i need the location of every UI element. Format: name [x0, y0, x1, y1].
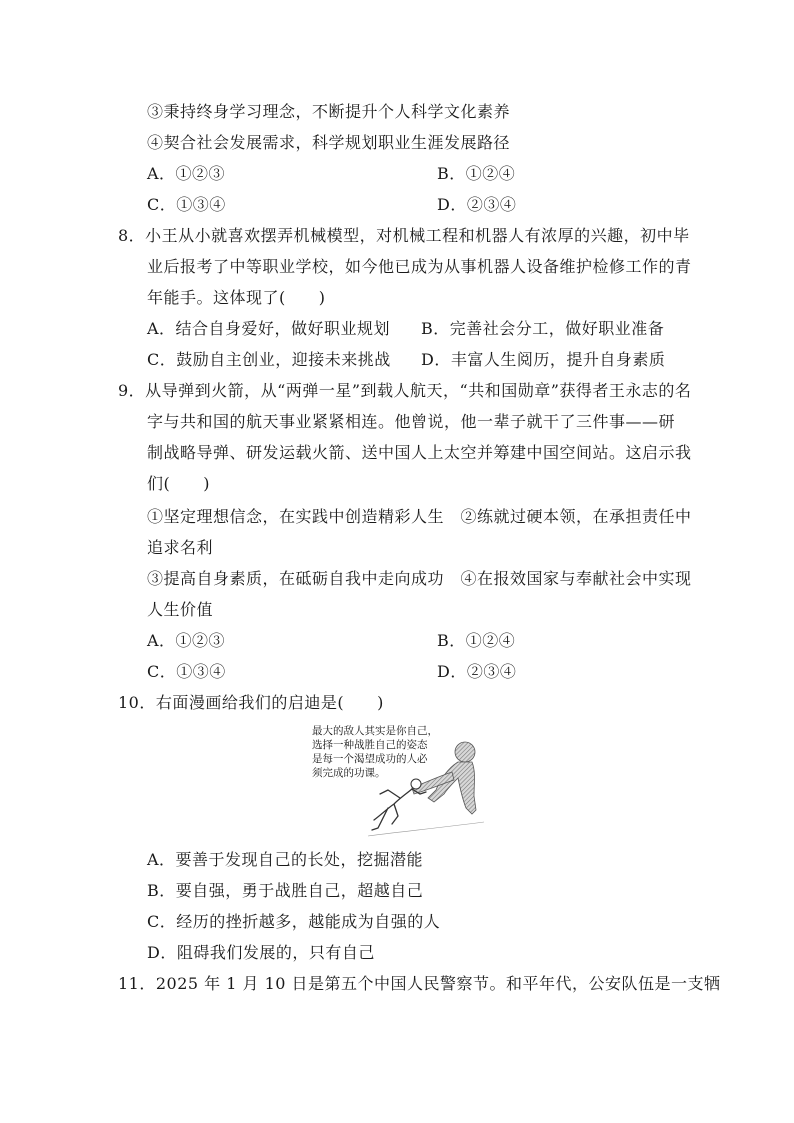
q7-option-a: A．①②③	[147, 164, 226, 183]
q10-cartoon	[308, 724, 488, 840]
q9-items-1-2-cont: 追求名利	[147, 538, 214, 557]
q10-option-b: B．要自强，勇于战胜自己，超越自己	[147, 881, 424, 900]
q9-stem-line-2: 字与共和国的航天事业紧紧相连。他曾说，他一辈子就干了三件事——研	[147, 412, 676, 431]
cartoon-caption-line-1: 最大的敌人其实是你自己，	[312, 725, 438, 737]
q9-option-b: B．①②④	[437, 631, 516, 650]
q9-stem-line-4: 们( )	[147, 474, 210, 493]
cartoon-caption-line-2: 选择一种战胜自己的姿态	[312, 739, 428, 751]
cartoon-caption-line-3: 是每一个渴望成功的人必	[312, 753, 428, 765]
cartoon-caption	[312, 724, 438, 780]
q10-option-a: A．要善于发现自己的长处，挖掘潜能	[147, 850, 424, 869]
q9-stem-line-3: 制战略导弹、研发运载火箭、送中国人上太空并筹建中国空间站。这启示我	[147, 443, 692, 462]
q7-option-c: C．①③④	[147, 195, 226, 214]
q8-option-b: B．完善社会分工，做好职业准备	[421, 319, 665, 338]
q10-option-d: D．阻碍我们发展的，只有自己	[147, 943, 375, 962]
q9-stem-line-1: 9．从导弹到火箭，从“两弹一星”到载人航天，“共和国勋章”获得者王永志的名	[118, 381, 692, 400]
q7-item-4: ④契合社会发展需求，科学规划职业生涯发展路径	[147, 133, 511, 152]
q7-item-3: ③秉持终身学习理念，不断提升个人科学文化素养	[147, 102, 511, 121]
q9-option-c: C．①③④	[147, 662, 226, 681]
q9-items-1-2: ①坚定理想信念，在实践中创造精彩人生 ②练就过硬本领，在承担责任中	[147, 507, 692, 526]
q7-option-d: D．②③④	[437, 195, 517, 214]
q8-option-d: D．丰富人生阅历，提升自身素质	[421, 350, 666, 369]
q9-option-d: D．②③④	[437, 662, 517, 681]
q9-items-3-4-cont: 人生价值	[147, 600, 214, 619]
running-figure	[372, 779, 426, 830]
q11-stem-line-1: 11．2025 年 1 月 10 日是第五个中国人民警察节。和平年代，公安队伍是一支牺	[118, 974, 721, 993]
q8-option-a: A．结合自身爱好，做好职业规划	[147, 319, 391, 338]
q8-stem-line-2: 业后报考了中等职业学校，如今他已成为从事机器人设备维护检修工作的青	[147, 257, 692, 276]
q7-option-b: B．①②④	[437, 164, 516, 183]
q9-items-3-4: ③提高自身素质，在砥砺自我中走向成功 ④在报效国家与奉献社会中实现	[147, 569, 692, 588]
q10-stem: 10．右面漫画给我们的启迪是( )	[118, 693, 384, 712]
q10-option-c: C．经历的挫折越多，越能成为自强的人	[147, 912, 441, 931]
ground-line	[368, 822, 484, 836]
q8-stem-line-1: 8．小王从小就喜欢摆弄机械模型，对机械工程和机器人有浓厚的兴趣，初中毕	[118, 226, 690, 245]
q8-option-c: C．鼓励自主创业，迎接未来挑战	[147, 350, 391, 369]
cartoon-caption-line-4: 须完成的功课。	[312, 767, 386, 779]
q8-stem-line-3: 年能手。这体现了( )	[147, 288, 326, 307]
q9-option-a: A．①②③	[147, 631, 226, 650]
